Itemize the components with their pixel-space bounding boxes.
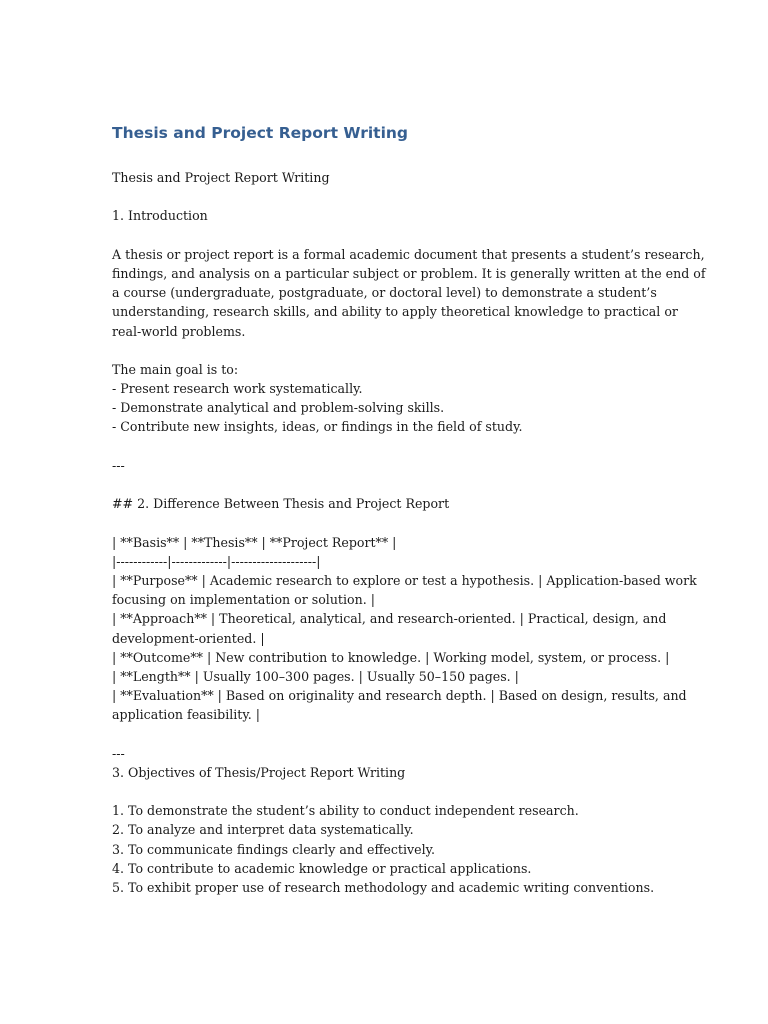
table-line: focusing on implementation or solution. | [112,592,375,608]
paragraph-line: real-world problems. [112,323,246,339]
table-line: application feasibility. | [112,707,261,723]
table-line: development-oriented. | [112,630,265,646]
list-item: - Present research work systematically. [112,381,363,397]
markdown-table [112,533,697,725]
objectives-list [112,801,662,897]
intro-heading: 1. Introduction [112,208,208,224]
separator: --- [112,457,125,473]
list-item: 4. To contribute to academic knowledge or practical applications. [112,860,532,876]
table-line: | **Outcome** | New contribution to knowledge. | Working model, system, or process. | [112,649,670,665]
document-body [112,168,706,897]
goal-intro: The main goal is to: [112,361,239,377]
title-line: Thesis and Project Report Writing [112,170,330,185]
objectives-heading: 3. Objectives of Thesis/Project Report Writing [112,764,406,780]
table-line: | **Length** | Usually 100–300 pages. | Usually 50–150 pages. | [112,668,519,684]
list-item: 3. To communicate findings clearly and effectively. [112,841,436,857]
paragraph-line: findings, and analysis on a particular subject or problem. It is generally written at the end of [112,265,706,281]
spacer [112,341,662,360]
intro-paragraph [112,245,706,341]
list-item: - Contribute new insights, ideas, or findings in the field of study. [112,419,523,435]
difference-heading: ## 2. Difference Between Thesis and Project Report [112,496,450,512]
spacer [112,724,662,743]
goal-list [112,379,662,437]
spacer [112,782,662,801]
document-heading: Thesis and Project Report Writing [112,124,409,142]
list-item: 1. To demonstrate the student’s ability to conduct independent research. [112,803,579,819]
spacer [112,513,662,532]
table-line: | **Purpose** | Academic research to explore or test a hypothesis. | Application-based work [112,572,697,588]
table-line: | **Approach** | Theoretical, analytical, and research-oriented. | Practical, design, and [112,611,667,627]
separator: --- [112,745,125,761]
spacer [112,187,662,206]
list-item: - Demonstrate analytical and problem-solving skills. [112,400,445,416]
spacer [112,437,662,456]
table-line: | **Basis** | **Thesis** | **Project Report** | [112,534,397,550]
table-line: |------------|-------------|--------------------| [112,553,321,569]
list-item: 5. To exhibit proper use of research methodology and academic writing conventions. [112,879,655,895]
list-item: 2. To analyze and interpret data systematically. [112,822,414,838]
table-line: | **Evaluation** | Based on originality and research depth. | Based on design, results, and [112,688,687,704]
paragraph-line: a course (undergraduate, postgraduate, or doctoral level) to demonstrate a student’s [112,285,657,301]
paragraph-line: understanding, research skills, and ability to apply theoretical knowledge to practical or [112,304,678,320]
paragraph-line: A thesis or project report is a formal academic document that presents a student’s research, [112,246,705,262]
spacer [112,475,662,494]
spacer [112,226,662,245]
